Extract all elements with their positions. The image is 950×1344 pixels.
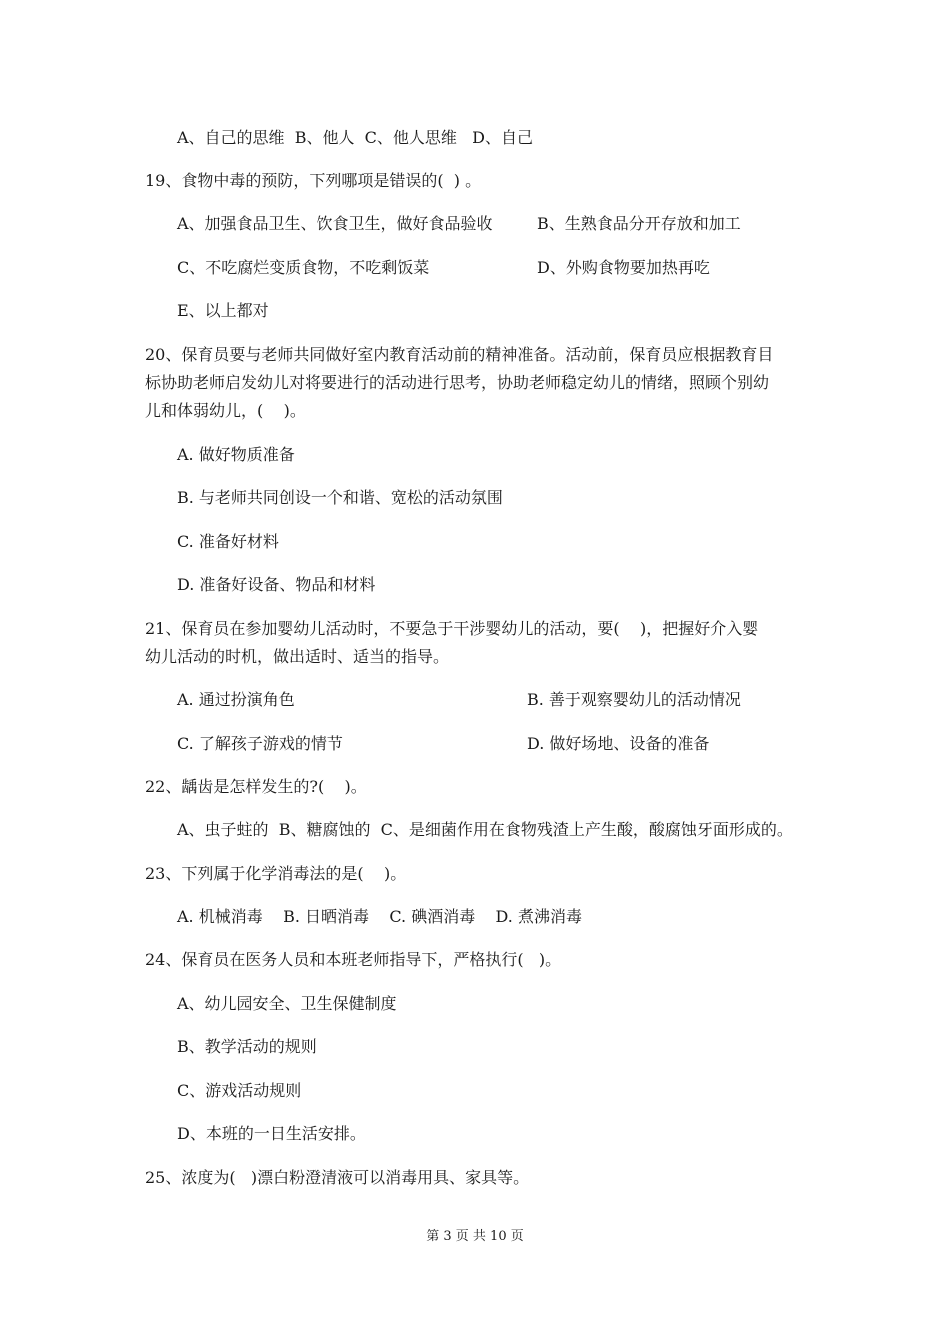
q19-option-c: C、不吃腐烂变质食物，不吃剩饭菜 <box>177 258 430 277</box>
q21-option-b: B. 善于观察婴幼儿的活动情况 <box>527 690 741 709</box>
q20-stem-line2: 标协助老师启发幼儿对将要进行的活动进行思考，协助老师稳定幼儿的情绪，照顾个别幼 <box>145 373 770 392</box>
q24-option-a: A、幼儿园安全、卫生保健制度 <box>177 994 397 1013</box>
q20-stem-line3: 儿和体弱幼儿，( )。 <box>145 401 306 420</box>
q18-options: A、自己的思维 B、他人 C、他人思维 D、自己 <box>177 128 533 147</box>
q19-stem: 19、食物中毒的预防，下列哪项是错误的( ) 。 <box>145 171 482 190</box>
q22-options: A、虫子蛀的 B、糖腐蚀的 C、是细菌作用在食物残渣上产生酸，酸腐蚀牙面形成的。 <box>177 820 793 839</box>
q25-stem: 25、浓度为( )漂白粉澄清液可以消毒用具、家具等。 <box>145 1168 530 1187</box>
q24-option-d: D、本班的一日生活安排。 <box>177 1124 366 1143</box>
q19-option-d: D、外购食物要加热再吃 <box>537 258 710 277</box>
q20-option-d: D. 准备好设备、物品和材料 <box>177 575 376 594</box>
q24-option-b: B、教学活动的规则 <box>177 1037 317 1056</box>
q24-stem: 24、保育员在医务人员和本班老师指导下，严格执行( )。 <box>145 950 562 969</box>
q23-stem: 23、下列属于化学消毒法的是( )。 <box>145 864 407 883</box>
q21-option-c: C. 了解孩子游戏的情节 <box>177 734 343 753</box>
q19-option-a: A、加强食品卫生、饮食卫生，做好食品验收 <box>177 214 493 233</box>
q24-option-c: C、游戏活动规则 <box>177 1081 302 1100</box>
q21-stem-line1: 21、保育员在参加婴幼儿活动时，不要急于干涉婴幼儿的活动，要( )，把握好介入婴 <box>145 619 759 638</box>
q21-option-a: A. 通过扮演角色 <box>177 690 295 709</box>
q20-stem-line1: 20、保育员要与老师共同做好室内教育活动前的精神准备。活动前，保育员应根据教育目 <box>145 345 774 364</box>
q21-option-d: D. 做好场地、设备的准备 <box>527 734 710 753</box>
q19-option-b: B、生熟食品分开存放和加工 <box>537 214 741 233</box>
q22-stem: 22、龋齿是怎样发生的?( )。 <box>145 777 367 796</box>
q20-option-b: B. 与老师共同创设一个和谐、宽松的活动氛围 <box>177 488 503 507</box>
q23-options: A. 机械消毒 B. 日晒消毒 C. 碘酒消毒 D. 煮沸消毒 <box>177 907 582 926</box>
q21-stem-line2: 幼儿活动的时机，做出适时、适当的指导。 <box>145 647 450 666</box>
q20-option-a: A. 做好物质准备 <box>177 445 295 464</box>
page-footer: 第 3 页 共 10 页 <box>426 1229 524 1244</box>
q20-option-c: C. 准备好材料 <box>177 532 279 551</box>
q19-option-e: E、以上都对 <box>177 301 269 320</box>
